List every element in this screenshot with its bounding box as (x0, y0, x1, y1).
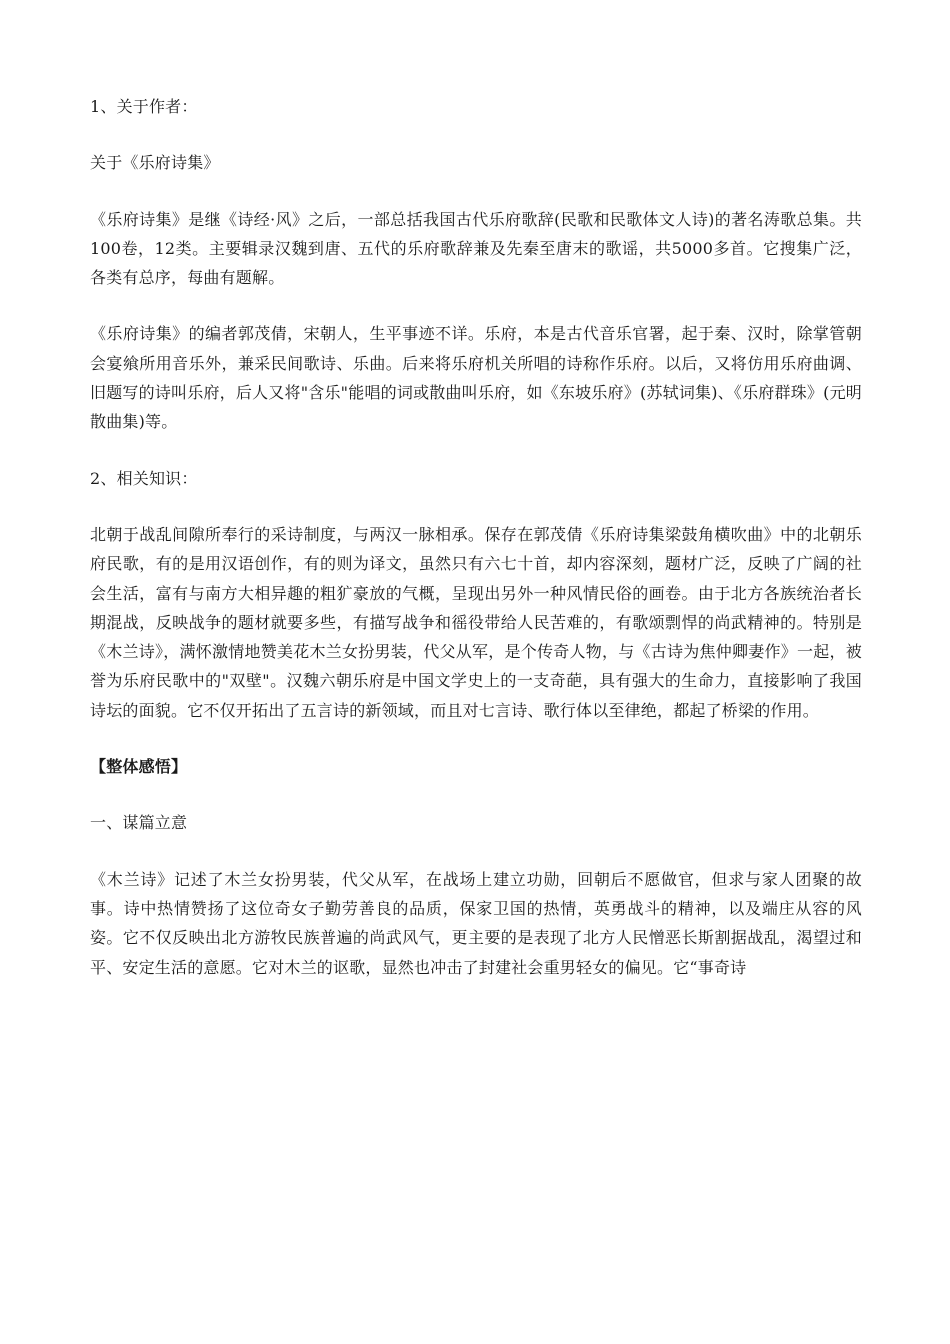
paragraph-editor-intro: 《乐府诗集》的编者郭茂倩，宋朝人，生平事迹不详。乐府，本是古代音乐官署，起于秦、汉时，除掌管朝会宴飨所用音乐外，兼采民间歌诗、乐曲。后来将乐府机关所唱的诗称作乐府。以后，又将仿用乐府曲调、旧题写的诗叫乐府，后人又将"含乐"能唱的词或散曲叫乐府，如《东坡乐府》(苏轼词集)、《乐府群珠》(元明散曲集)等。 (90, 324, 862, 432)
subheading-yuefu-collection: 关于《乐府诗集》 (90, 153, 220, 173)
paragraph-theme: 《木兰诗》记述了木兰女扮男装，代父从军，在战场上建立功勋，回朝后不愿做官，但求与家人团聚的故事。诗中热情赞扬了这位奇女子勤劳善良的品质，保家卫国的热情，英勇战斗的精神，以及端庄从容的风姿。它不仅反映出北方游牧民族普遍的尚武风气，更主要的是表现了北方人民憎恶长斯割据战乱，渴望过和平、安定生活的意愿。它对木兰的讴歌，显然也冲击了封建社会重男轻女的偏见。它“事奇诗 (90, 869, 862, 977)
section-heading-overall-understanding: 【整体感悟】 (90, 757, 188, 777)
section-heading-related-knowledge: 2、相关知识： (90, 468, 198, 488)
section-heading-about-author: 1、关于作者： (90, 97, 198, 116)
document-page (90, 92, 862, 1009)
paragraph-collection-intro: 《乐府诗集》是继《诗经·风》之后，一部总括我国古代乐府歌辞(民歌和民歌体文人诗)的著名涛歌总集。共100卷，12类。主要辑录汉魏到唐、五代的乐府歌辞兼及先秦至唐末的歌谣，共5000多首。它搜集广泛，各类有总序，每曲有题解。 (90, 209, 862, 288)
paragraph-related-knowledge: 北朝于战乱间隙所奉行的采诗制度，与两汉一脉相承。保存在郭茂倩《乐府诗集梁鼓角横吹曲》中的北朝乐府民歌，有的是用汉语创作，有的则为译文，虽然只有六七十首，却内容深刻，题材广泛，反映了广阔的社会生活，富有与南方大相异趣的粗犷豪放的气概，呈现出另外一种风情民俗的画卷。由于北方各族统治者长期混战，反映战争的题材就要多些，有描写战争和徭役带给人民苦难的，有歌颂剽悍的尚武精神的。特别是《木兰诗》，满怀激情地赞美花木兰女扮男装，代父从军，是个传奇人物，与《古诗为焦仲卿妻作》一起，被誉为乐府民歌中的"双壁"。汉魏六朝乐府是中国文学史上的一支奇葩，具有强大的生命力，直接影响了我国诗坛的面貌。它不仅开拓出了五言诗的新领域，而且对七言诗、歌行体以至律绝，都起了桥梁的作用。 (90, 524, 862, 720)
subheading-theme: 一、谋篇立意 (90, 813, 188, 833)
